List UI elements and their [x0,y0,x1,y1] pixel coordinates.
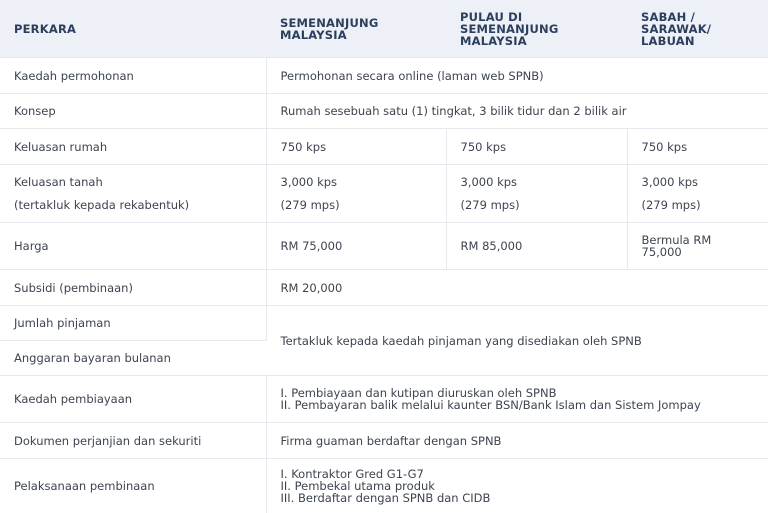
table-row [0,376,768,423]
table-row [0,459,768,513]
row-value: Permohonan secara online (laman web SPNB) [266,58,768,94]
table-header-row [0,0,768,58]
row-value: I. Kontraktor Gred G1-G7 II. Pembekal utama produk III. Berdaftar dengan SPNB dan CIDB [266,459,768,513]
header-sabah-sarawak: SABAH / SARAWAK/ LABUAN [627,0,768,58]
row-value: Tertakluk kepada kaedah pinjaman yang disediakan oleh SPNB [266,306,768,376]
row-value: RM 75,000 [266,223,446,270]
header-semenanjung: SEMENANJUNG MALAYSIA [266,0,446,58]
row-value: 750 kps [266,129,446,165]
table-row [0,129,768,165]
row-label: Konsep [0,94,266,129]
row-value: I. Pembiayaan dan kutipan diuruskan oleh SPNB II. Pembayaran balik melalui kaunter BSN/Bank Islam dan Sistem Jompay [266,376,768,423]
row-label: Anggaran bayaran bulanan [0,341,266,376]
row-label: Pelaksanaan pembinaan [0,459,266,513]
table-row [0,270,768,306]
row-value: Rumah sesebuah satu (1) tingkat, 3 bilik tidur dan 2 bilik air [266,94,768,129]
table-row [0,94,768,129]
row-label: Kaedah pembiayaan [0,376,266,423]
row-value: 750 kps [446,129,627,165]
row-value: RM 85,000 [446,223,627,270]
row-value: 3,000 kps (279 mps) [627,165,768,223]
row-label: Subsidi (pembinaan) [0,270,266,306]
row-value: 3,000 kps (279 mps) [446,165,627,223]
row-value: 3,000 kps (279 mps) [266,165,446,223]
table-row [0,223,768,270]
table-row [0,165,768,223]
row-value: Bermula RM 75,000 [627,223,768,270]
row-label: Keluasan tanah (tertakluk kepada rekabentuk) [0,165,266,223]
header-perkara: PERKARA [0,0,266,58]
row-value: RM 20,000 [266,270,768,306]
row-label: Harga [0,223,266,270]
header-pulau: PULAU DI SEMENANJUNG MALAYSIA [446,0,627,58]
row-label: Keluasan rumah [0,129,266,165]
row-label: Dokumen perjanjian dan sekuriti [0,423,266,459]
row-label: Jumlah pinjaman [0,306,266,341]
row-value: 750 kps [627,129,768,165]
table-row [0,58,768,94]
row-value: Firma guaman berdaftar dengan SPNB [266,423,768,459]
table-row [0,306,768,341]
row-label: Kaedah permohonan [0,58,266,94]
table-row [0,423,768,459]
